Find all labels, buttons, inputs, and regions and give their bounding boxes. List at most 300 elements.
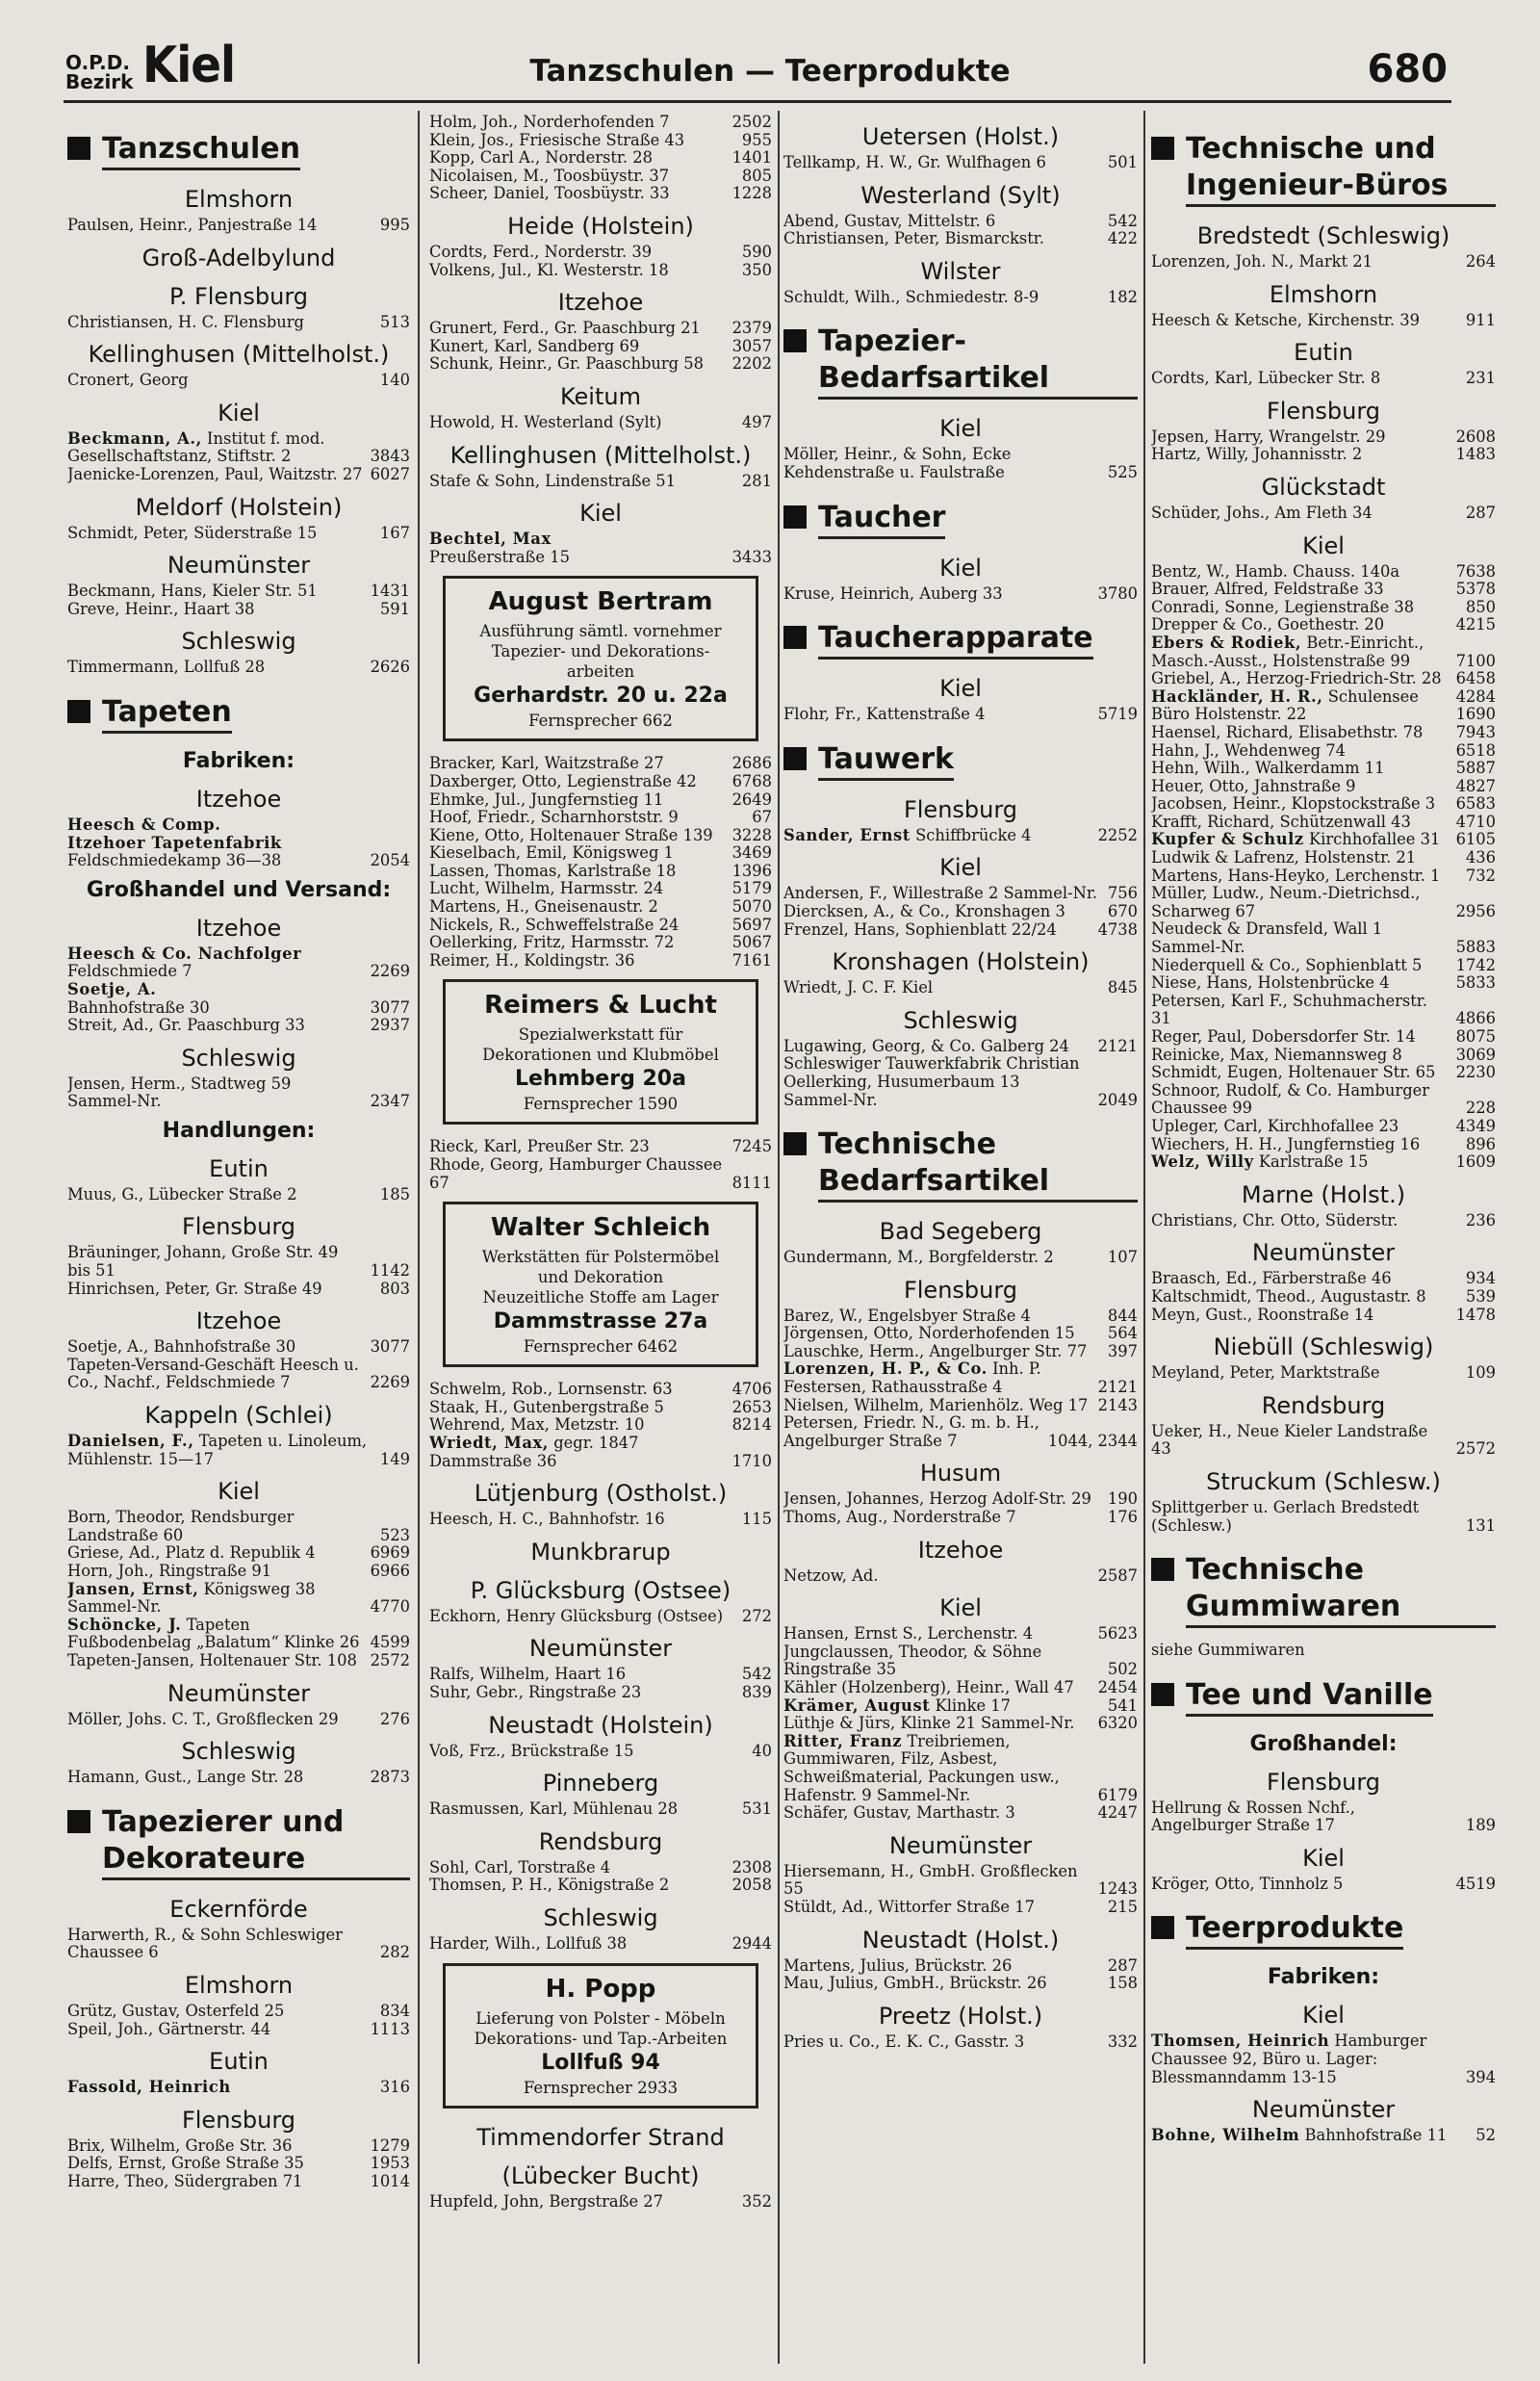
listing-details: Schmidt, Eugen, Holtenauer Str. 65 (1151, 1063, 1436, 1082)
town-heading: Elmshorn (1269, 280, 1378, 308)
section-square-icon (783, 1132, 807, 1155)
phone-number: 215 (1107, 1897, 1138, 1916)
listing-entry (1151, 1136, 1496, 1154)
listing-text (783, 289, 1108, 307)
listing-entry (783, 1343, 1138, 1361)
listing-text (67, 1281, 380, 1299)
listing-text (67, 2021, 371, 2039)
listing-entry (429, 1511, 772, 1529)
listing-text (783, 1679, 1098, 1697)
phone-number: 2308 (732, 1857, 772, 1876)
listing-text (429, 1156, 732, 1192)
listing-entry (1151, 1047, 1496, 1065)
listing-details: Thomsen, P. H., Königstraße 2 (429, 1876, 670, 1895)
subheading: Großhandel und Versand: (86, 877, 392, 902)
listing-entry (1151, 1423, 1496, 1459)
listing-entry (429, 320, 772, 338)
listing-details: Ralfs, Wilhelm, Haart 16 (429, 1665, 627, 1684)
listing-text (783, 1863, 1098, 1899)
listing-entry (67, 2003, 410, 2021)
listing-entry (1151, 1028, 1496, 1047)
listing-text (783, 1055, 1098, 1109)
phone-number: 2653 (732, 1397, 772, 1416)
phone-number: 7943 (1455, 722, 1496, 741)
listing-entry (783, 1804, 1138, 1823)
listing-entry (67, 2137, 410, 2156)
phone-number: 2686 (732, 754, 772, 773)
listing-entry (67, 835, 410, 853)
phone-number: 1279 (370, 2135, 410, 2155)
listing-text (429, 1743, 752, 1761)
subheading: Fabriken: (182, 748, 295, 773)
listing-details: Rieck, Karl, Preußer Str. 23 (429, 1137, 650, 1156)
town-heading: Kiel (939, 854, 982, 882)
listing-text (1151, 1136, 1466, 1154)
listing-entry (67, 1357, 410, 1392)
listing-text (429, 132, 742, 150)
town-heading: Kiel (939, 1594, 982, 1622)
listing-bold-name: Bechtel, Max (429, 530, 552, 549)
listing-entry (1151, 670, 1496, 688)
listing-text (429, 185, 732, 203)
listing-details: Martens, H., Gneisenaustr. 2 (429, 897, 658, 917)
listing-details: Ludwik & Lafrenz, Holstenstr. 21 (1151, 848, 1417, 867)
listing-entry (783, 1038, 1138, 1056)
listing-text (429, 1138, 732, 1156)
listing-entry (783, 1307, 1138, 1326)
town-heading: Itzehoe (917, 1536, 1004, 1564)
listing-text (67, 1244, 371, 1280)
phone-number: 591 (379, 599, 410, 618)
listing-entry (67, 2021, 410, 2039)
ad-line: Ausführung sämtl. vornehmer (479, 622, 722, 641)
listing-details: Howold, H. Westerland (Sylt) (429, 412, 662, 431)
listing-text (67, 981, 410, 999)
listing-details: Neudeck & Dransfeld, Wall 1 Sammel-Nr. (1151, 919, 1383, 957)
listing-details: Eckhorn, Henry Glücksburg (Ostsee) (429, 1606, 724, 1625)
ad-line: Lieferung von Polster - Möbeln (475, 2008, 726, 2028)
section-title-wrap (102, 694, 232, 738)
phone-number: 2058 (732, 1876, 772, 1895)
phone-number: 934 (1465, 1269, 1496, 1288)
listing-bold-name: Hackländer, H. R., (1151, 686, 1323, 706)
phone-number: 5623 (1097, 1624, 1138, 1643)
listing-text (67, 1581, 371, 1617)
listing-text (783, 1643, 1108, 1679)
listing-text (1151, 616, 1456, 634)
listing-text (429, 791, 732, 810)
listing-details: Büro Holstenstr. 22 (1151, 705, 1307, 724)
town-heading: Kellinghusen (Mittelholst.) (449, 441, 752, 469)
listing-entry (429, 1399, 772, 1417)
listing-entry (783, 2033, 1138, 2052)
town-heading: Eutin (1294, 339, 1353, 367)
phone-number: 182 (1107, 287, 1138, 306)
listing-entry (429, 1416, 772, 1435)
listing-text (67, 314, 380, 332)
listing-text (429, 2193, 742, 2212)
listing-bold-name: Bohne, Wilhelm (1151, 2126, 1300, 2145)
listing-text (783, 213, 1108, 231)
section-square-icon (1151, 1683, 1174, 1706)
listing-details: Christians, Chr. Otto, Süderstr. (1151, 1210, 1399, 1229)
town-heading: Elmshorn (184, 186, 294, 213)
town-heading: Neumünster (167, 552, 311, 580)
listing-entry (67, 525, 410, 543)
listing-text (1151, 446, 1456, 464)
phone-number: 231 (1465, 369, 1496, 388)
phone-number: 228 (1465, 1099, 1496, 1118)
listing-text (1151, 957, 1456, 975)
section-heading (783, 500, 1138, 543)
listing-details: Möller, Heinr., & Sohn, Ecke Kehdenstraße u. Faulstraße (783, 445, 1012, 481)
listing-entry (429, 773, 772, 791)
listing-text (1151, 706, 1456, 724)
listing-details: Hamann, Gust., Lange Str. 28 (67, 1768, 304, 1787)
town-heading: Itzehoe (195, 1307, 282, 1335)
listing-text (67, 2079, 380, 2097)
phone-number: 5179 (732, 879, 772, 898)
ad-title: Reimers & Lucht (484, 991, 717, 1021)
header-rule (64, 100, 1451, 103)
phone-number: 3469 (732, 843, 772, 863)
listing-entry (67, 1769, 410, 1787)
listing-text (1151, 670, 1456, 688)
listing-entry (67, 1244, 410, 1280)
listing-entry (783, 213, 1138, 231)
town-heading: Kellinghusen (Mittelholst.) (88, 341, 390, 369)
listing-text (67, 2137, 371, 2156)
listing-entry (783, 1490, 1138, 1509)
listing-details: Reinicke, Max, Niemannsweg 8 (1151, 1045, 1402, 1064)
listing-details: Heuer, Otto, Jahnstraße 9 (1151, 776, 1356, 795)
listing-entry (429, 531, 772, 549)
listing-bold-name: Soetje, A. (67, 979, 157, 998)
phone-number: 4519 (1455, 1874, 1496, 1893)
listing-details: Brix, Wilhelm, Große Str. 36 (67, 2135, 293, 2155)
listing-details: Born, Theodor, Rendsburger Landstraße 60 (67, 1508, 295, 1544)
phone-number: 8214 (732, 1415, 772, 1435)
listing-entry (1151, 957, 1496, 975)
phone-number: 5697 (732, 915, 772, 934)
town-heading: Kiel (939, 415, 982, 443)
town-heading: Schleswig (181, 1044, 296, 1072)
section-title: Taucherapparate (818, 620, 1093, 660)
listing-text (429, 952, 732, 971)
listing-details: Andersen, F., Willestraße 2 Sammel-Nr. (783, 884, 1098, 903)
town-heading: Kiel (1302, 2002, 1345, 2030)
section-heading (1151, 1910, 1496, 1954)
listing-details: Greve, Heinr., Haart 38 (67, 599, 255, 618)
listing-details: Heesch, H. C., Bahnhofstr. 16 (429, 1510, 665, 1529)
listing-details: Soetje, A., Bahnhofstraße 30 (67, 1337, 296, 1357)
section-title: Tee und Vanille (1186, 1677, 1433, 1717)
listing-text (429, 149, 732, 168)
listing-entry (1151, 1212, 1496, 1230)
listing-entry (783, 1567, 1138, 1586)
section-title-wrap (818, 620, 1093, 663)
listing-entry (67, 999, 410, 1018)
town-heading: P. Glücksburg (Ostsee) (470, 1576, 732, 1604)
listing-text (783, 1975, 1108, 1993)
listing-text (1151, 1423, 1456, 1459)
town-heading: Schleswig (181, 1738, 296, 1766)
ad-line: Dekorationen und Klubmöbel (482, 1046, 719, 1065)
section-title: Tapezierer und Dekorateure (102, 1804, 410, 1880)
listing-text (783, 1397, 1098, 1415)
phone-number: 272 (741, 1606, 772, 1625)
listing-entry (1151, 599, 1496, 617)
ad-phone: Fernsprecher 6462 (523, 1337, 679, 1357)
listing-entry (783, 1733, 1138, 1804)
phone-number: 8075 (1455, 1027, 1496, 1046)
phone-number: 5070 (732, 897, 772, 917)
phone-number: 7100 (1455, 651, 1496, 670)
listing-entry (1151, 253, 1496, 272)
listing-details: Haensel, Richard, Elisabethstr. 78 (1151, 722, 1424, 741)
town-heading: Meldorf (Holstein) (135, 493, 343, 521)
listing-details: Preußerstraße 15 (429, 547, 570, 566)
section-heading (67, 1804, 410, 1884)
listing-details: Pries u. Co., E. K. C., Gasstr. 3 (783, 2032, 1025, 2051)
listing-entry (67, 981, 410, 999)
listing-bold-name: Heesch & Co. Nachfolger (67, 944, 302, 963)
listing-text (1151, 1064, 1456, 1082)
listing-text (67, 217, 380, 235)
listing-details: siehe Gummiwaren (1151, 1641, 1305, 1660)
listing-text (783, 1697, 1108, 1716)
listing-entry (783, 921, 1138, 940)
listing-details: Braasch, Ed., Färberstraße 46 (1151, 1269, 1392, 1288)
column-1 (67, 114, 410, 2367)
page-title: Tanzschulen — Teerprodukte (529, 54, 1011, 89)
listing-details: Petersen, Karl F., Schuhmacherstr. 31 (1151, 991, 1427, 1028)
town-heading: Marne (Holst.) (1241, 1180, 1406, 1208)
listing-entry (429, 1876, 772, 1895)
phone-number: 4866 (1455, 1009, 1496, 1028)
listing-details: Hehn, Wilh., Walkerdamm 11 (1151, 759, 1385, 778)
listing-entry (429, 149, 772, 168)
listing-text (67, 1075, 371, 1111)
phone-number: 1396 (732, 861, 772, 880)
listing-details: Grütz, Gustav, Osterfeld 25 (67, 2001, 285, 2020)
listing-entry (1151, 634, 1496, 670)
listing-text (1151, 599, 1466, 617)
listing-text (1151, 993, 1456, 1028)
listing-entry (429, 168, 772, 186)
listing-text (429, 1935, 732, 1954)
listing-text (783, 1360, 1098, 1396)
listing-details: Kruse, Heinrich, Auberg 33 (783, 583, 1003, 603)
listing-entry (67, 372, 410, 390)
ad-line: Dekorations- und Tap.-Arbeiten (474, 2029, 728, 2048)
listing-details: Reimer, H., Koldingstr. 36 (429, 950, 635, 970)
town-heading: Itzehoe (195, 785, 282, 813)
listing-entry (429, 1608, 772, 1626)
listing-details: Kröger, Otto, Tinnholz 5 (1151, 1874, 1344, 1893)
town-heading: Eckernförde (169, 1895, 308, 1923)
phone-number: 2608 (1455, 427, 1496, 446)
listing-entry (783, 446, 1138, 481)
listing-details: Lugawing, Georg, & Co. Galberg 24 (783, 1036, 1069, 1055)
listing-text (1151, 1799, 1466, 1835)
phone-number: 834 (379, 2001, 410, 2020)
listing-entry (429, 1435, 772, 1470)
listing-details: Stüldt, Ad., Wittorfer Straße 17 (783, 1897, 1035, 1916)
listing-entry (1151, 831, 1496, 849)
listing-text (67, 466, 371, 484)
listing-entry (429, 791, 772, 810)
town-heading: Bad Segeberg (879, 1218, 1042, 1246)
phone-number: 1478 (1455, 1305, 1496, 1324)
listing-entry (67, 1581, 410, 1617)
town-heading: Uetersen (Holst.) (861, 123, 1060, 150)
listing-text (1151, 2032, 1466, 2086)
section-title-wrap (102, 1804, 410, 1884)
listing-details: Lüthje & Jürs, Klinke 21 Sammel-Nr. (783, 1714, 1075, 1733)
town-heading: Flensburg (903, 795, 1018, 823)
phone-number: 185 (379, 1184, 410, 1203)
listing-entry (429, 549, 772, 567)
phone-number: 281 (741, 471, 772, 490)
phone-number: 6179 (1097, 1785, 1138, 1804)
listing-details: Brauer, Alfred, Feldstraße 33 (1151, 580, 1384, 599)
listing-details: Nickels, R., Schweffelstraße 24 (429, 915, 680, 934)
phone-number: 2626 (370, 658, 410, 677)
listing-details: Horn, Joh., Ringstraße 91 (67, 1562, 272, 1580)
phone-number: 350 (741, 260, 772, 279)
phone-number: 2587 (1097, 1566, 1138, 1585)
listing-text (783, 1249, 1108, 1267)
listing-entry (429, 473, 772, 491)
listing-text (1151, 688, 1456, 707)
section-heading (67, 131, 410, 174)
listing-entry (429, 827, 772, 845)
listing-entry (783, 1863, 1138, 1899)
listing-text (429, 863, 732, 881)
listing-details: Kopp, Carl A., Norderstr. 28 (429, 148, 653, 168)
listing-text (783, 1325, 1108, 1343)
listing-details: Schiffbrücke 4 (910, 825, 1032, 844)
listing-entry (783, 1325, 1138, 1343)
listing-entry (1151, 920, 1496, 956)
listing-details: Krafft, Richard, Schützenwall 43 (1151, 812, 1411, 831)
town-heading: Flensburg (1266, 1768, 1381, 1796)
listing-text (67, 659, 371, 677)
ad-phone: Fernsprecher 1590 (523, 1095, 679, 1114)
listing-text (1151, 1876, 1456, 1894)
listing-entry (783, 1625, 1138, 1643)
subheading: Fabriken: (1267, 1965, 1380, 1990)
phone-number: 1690 (1455, 705, 1496, 724)
section-square-icon (67, 137, 90, 160)
listing-entry (1151, 446, 1496, 464)
listing-text (67, 1357, 371, 1392)
section-title: Tauwerk (818, 741, 954, 781)
column-2 (429, 114, 772, 2367)
listing-details: Hansen, Ernst S., Lerchenstr. 4 (783, 1624, 1034, 1643)
listing-details: Rhode, Georg, Hamburger Chaussee 67 (429, 1155, 723, 1192)
section-title-wrap (818, 741, 954, 785)
listing-details: Martens, Julius, Brückstr. 26 (783, 1955, 1013, 1975)
listing-text (1151, 1212, 1466, 1230)
listing-entry (429, 2193, 772, 2212)
listing-text (1151, 920, 1456, 956)
listing-text (429, 473, 742, 491)
listing-details: Stafe & Sohn, Lindenstraße 51 (429, 471, 677, 490)
listing-text (67, 525, 380, 543)
listing-details: Tapeten-Jansen, Holtenauer Str. 108 (67, 1650, 357, 1669)
listing-entry (67, 466, 410, 484)
listing-details: Hoof, Friedr., Scharnhorststr. 9 (429, 808, 679, 827)
town-heading: Bredstedt (Schleswig) (1196, 222, 1450, 249)
phone-number: 541 (1107, 1695, 1138, 1715)
section-heading (1151, 131, 1496, 211)
section-square-icon (1151, 137, 1174, 160)
listing-text (67, 945, 410, 964)
listing-details: Bahnhofstraße 30 (67, 997, 210, 1017)
listing-text (1151, 831, 1456, 849)
phone-number: 6320 (1097, 1714, 1138, 1733)
section-square-icon (783, 747, 807, 770)
listing-text (429, 898, 732, 917)
phone-number: 422 (1107, 229, 1138, 248)
listing-text (1151, 581, 1456, 599)
listing-text (67, 2173, 371, 2191)
listing-text (783, 230, 1108, 248)
listing-entry (1151, 885, 1496, 920)
town-heading: Schleswig (903, 1006, 1018, 1034)
listing-entry (783, 1957, 1138, 1976)
listing-details: Schulensee (1322, 686, 1419, 706)
phone-number: 502 (1107, 1660, 1138, 1679)
listing-text (1151, 1270, 1466, 1288)
listing-text (1151, 2127, 1476, 2145)
phone-number: 1483 (1455, 445, 1496, 464)
listing-entry (1151, 581, 1496, 599)
town-heading: Munkbrarup (530, 1538, 671, 1566)
town-heading: Rendsburg (1261, 1391, 1386, 1419)
listing-entry (1151, 867, 1496, 886)
listing-details: Sohl, Carl, Torstraße 4 (429, 1857, 611, 1876)
listing-details: Karlstraße 15 (1253, 1152, 1369, 1172)
section-title-wrap (818, 1126, 1138, 1206)
listing-details: Tapeten Fußbodenbelag „Balatum“ Klinke 26 (67, 1615, 360, 1652)
listing-entry (67, 963, 410, 981)
town-heading: Neumünster (528, 1635, 673, 1663)
phone-number: 1044, 2344 (1047, 1431, 1138, 1450)
section-square-icon (783, 505, 807, 529)
listing-bold-name: Welz, Willy (1151, 1152, 1254, 1172)
phone-number: 2252 (1097, 825, 1138, 844)
phone-number: 167 (379, 523, 410, 542)
phone-number: 501 (1107, 153, 1138, 171)
listing-entry (429, 1156, 772, 1192)
phone-number: 955 (741, 130, 772, 149)
listing-entry (783, 885, 1138, 903)
phone-number: 6966 (370, 1562, 410, 1580)
phone-number: 6583 (1455, 794, 1496, 814)
listing-text (1151, 505, 1466, 523)
phone-number: 52 (1476, 2126, 1496, 2145)
listing-entry (429, 1859, 772, 1877)
listing-entry (67, 1617, 410, 1652)
phone-number: 131 (1465, 1515, 1496, 1535)
listing-details: Wriedt, J. C. F. Kiel (783, 978, 934, 997)
listing-entry (67, 1544, 410, 1563)
ad-line: Spezialwerkstatt für (518, 1025, 683, 1045)
listing-details: Reger, Paul, Dobersdorfer Str. 14 (1151, 1027, 1416, 1046)
